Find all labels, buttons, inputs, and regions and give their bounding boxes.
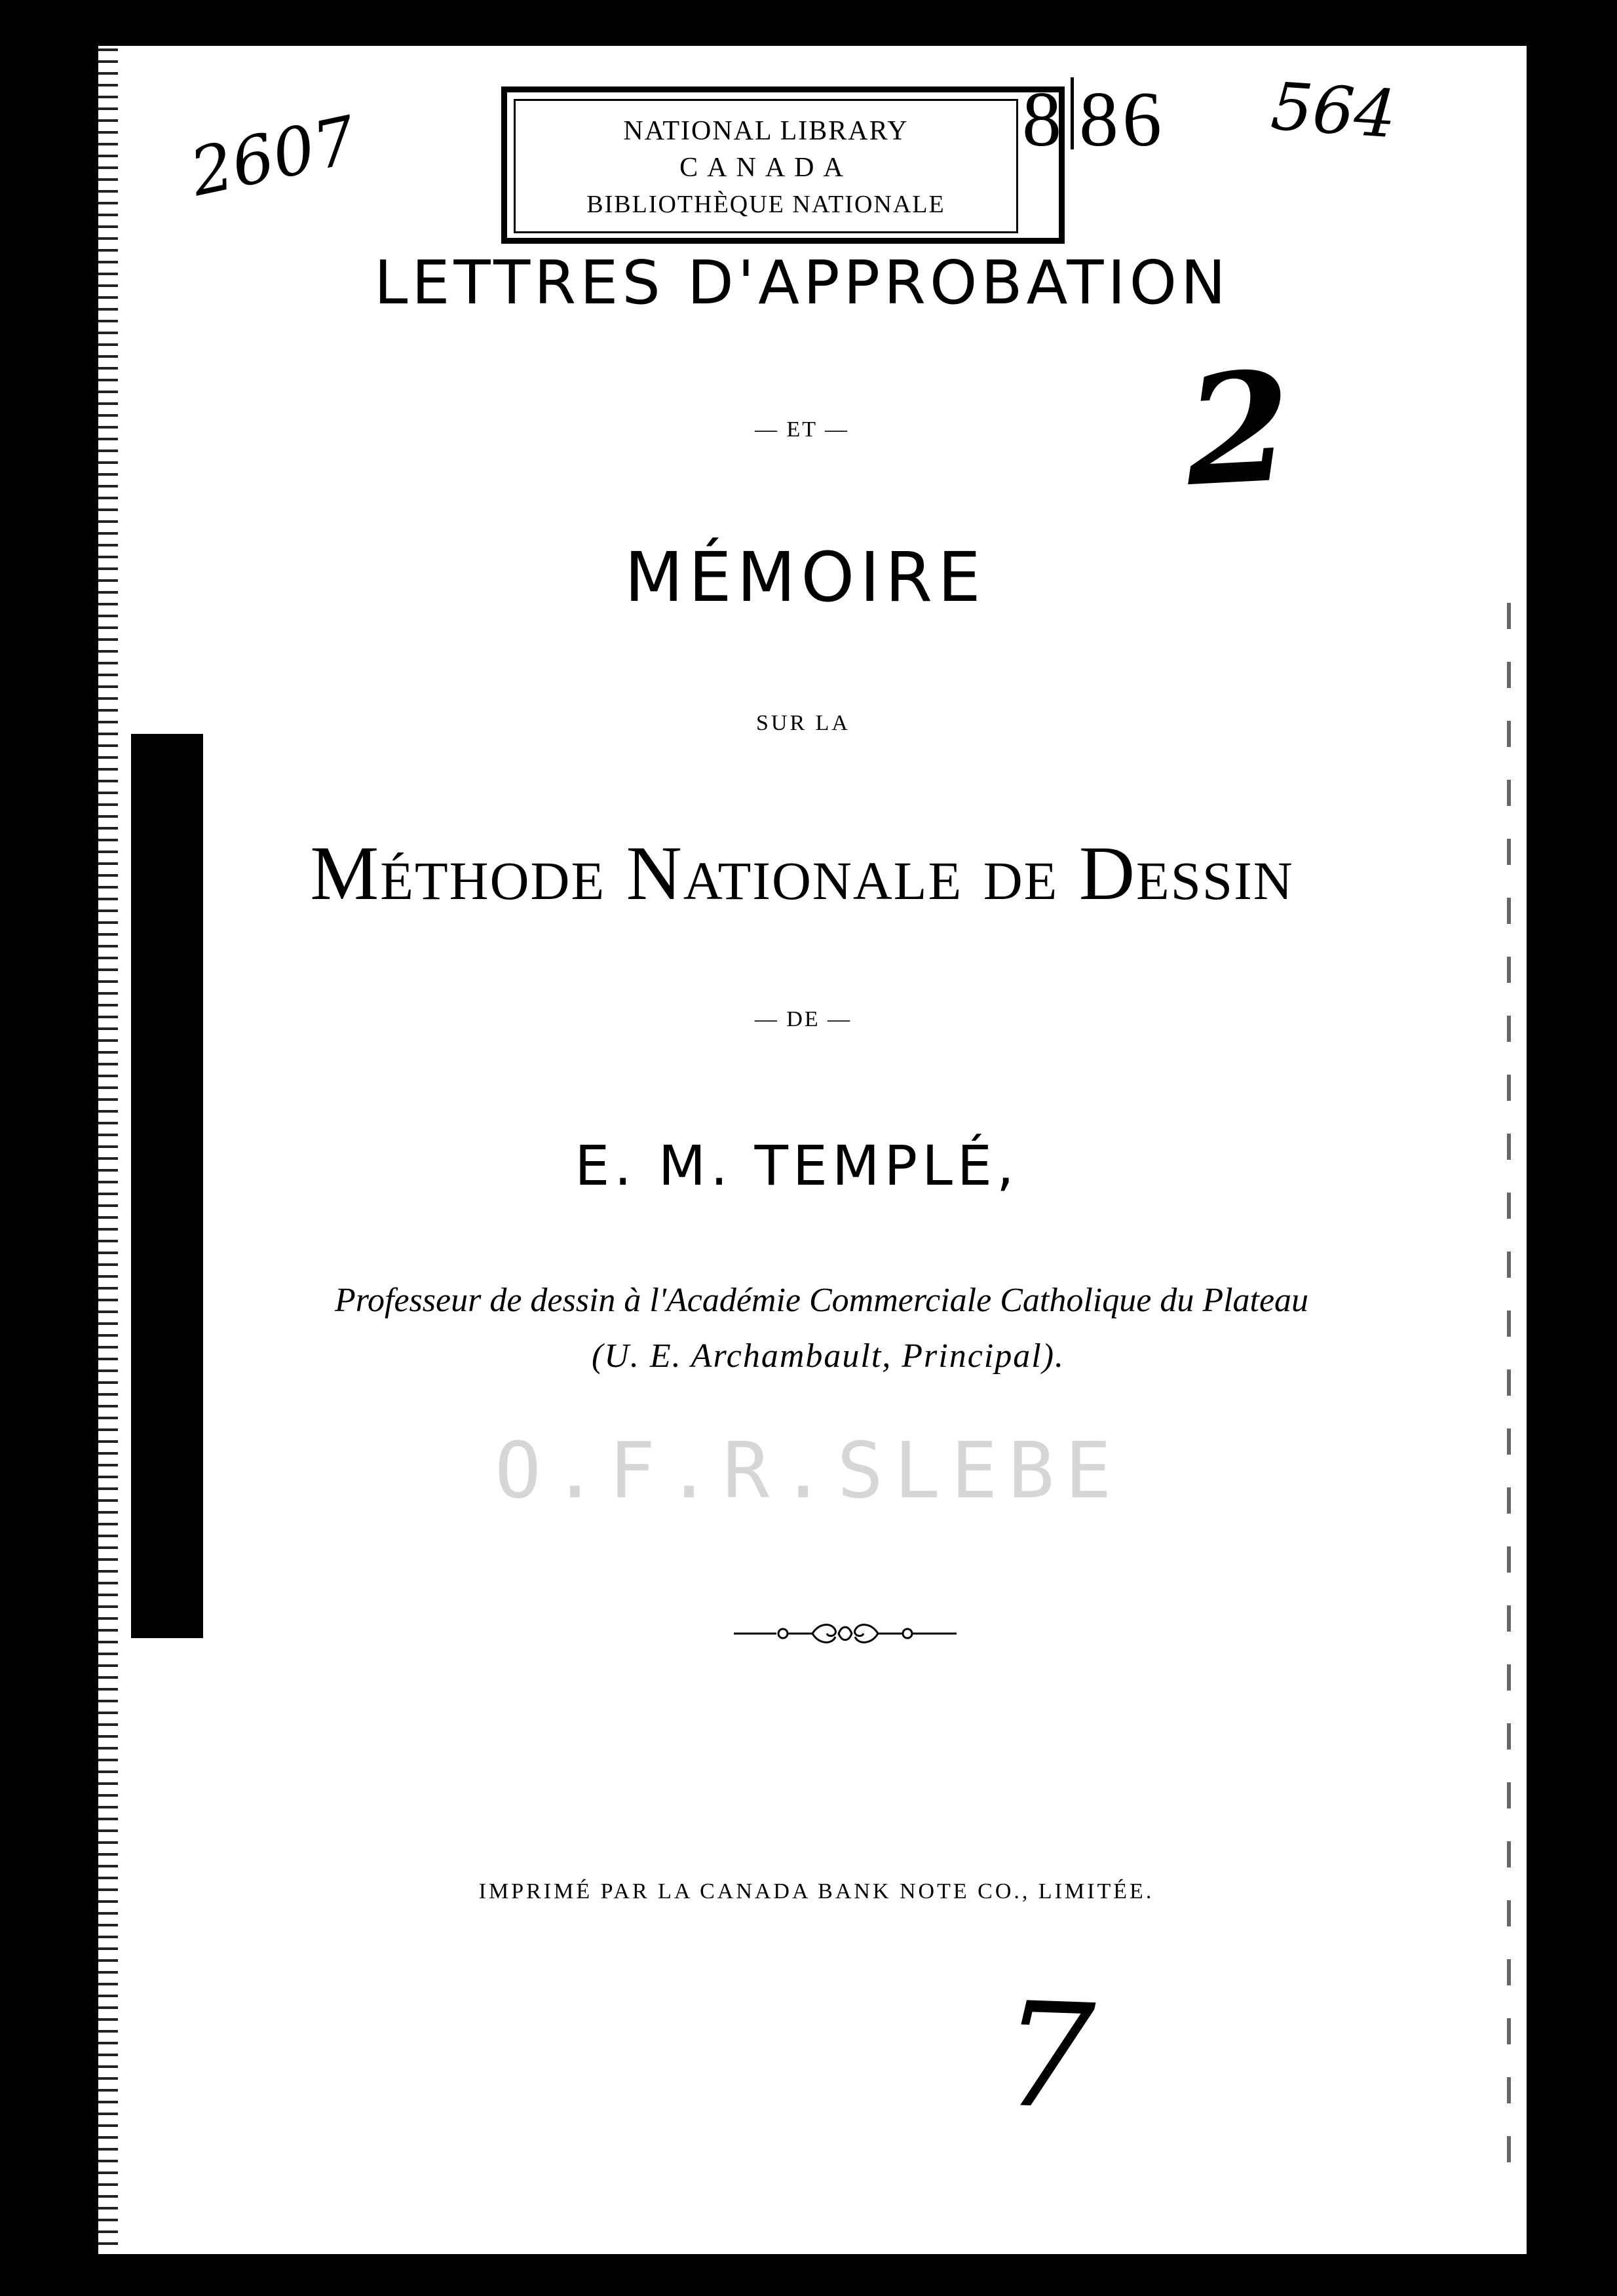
call-number-divider (1071, 77, 1074, 149)
stamp-line-national-library: NATIONAL LIBRARY (623, 116, 909, 146)
title-memoire: MÉMOIRE (624, 537, 986, 617)
imprint-line: IMPRIMÉ PAR LA CANADA BANK NOTE CO., LIMITÉE. (478, 1879, 1154, 1904)
library-stamp (501, 86, 1065, 244)
ornament-divider (734, 1617, 957, 1650)
title-methode-nationale: Méthode Nationale de Dessin (310, 830, 1294, 916)
stamp-line-canada: CANADA (679, 153, 852, 183)
separator-et: — ET — (755, 417, 849, 442)
author-name: E. M. TEMPLÉ, (575, 1134, 1019, 1198)
stamp-line-bibliotheque: BIBLIOTHÈQUE NATIONALE (586, 191, 945, 218)
handwritten-number-right: 564 (1268, 67, 1399, 153)
call-number-first: 8 (1022, 75, 1065, 163)
title-lettres-d-approbation: LETTRES D'APPROBATION (374, 248, 1230, 318)
handwritten-number-seven: 7 (999, 1970, 1097, 2142)
library-stamp-text (514, 99, 1018, 233)
separator-de: — DE — (754, 1007, 852, 1031)
subtitle-sur-la: SUR LA (756, 711, 850, 735)
author-affiliation: Professeur de dessin à l'Académie Commerciale Catholique du Plateau (334, 1282, 1309, 1319)
author-principal: (U. E. Archambault, Principal). (591, 1337, 1065, 1375)
call-number-rest: 86 (1079, 75, 1166, 163)
page-edge-shadow (1507, 590, 1511, 2162)
perforated-stamp: O.F.R.SLEBE (495, 1425, 1122, 1516)
handwritten-number-left: 2607 (183, 101, 363, 212)
handwritten-number-two: 2 (1181, 337, 1296, 521)
call-number (1022, 75, 1166, 163)
